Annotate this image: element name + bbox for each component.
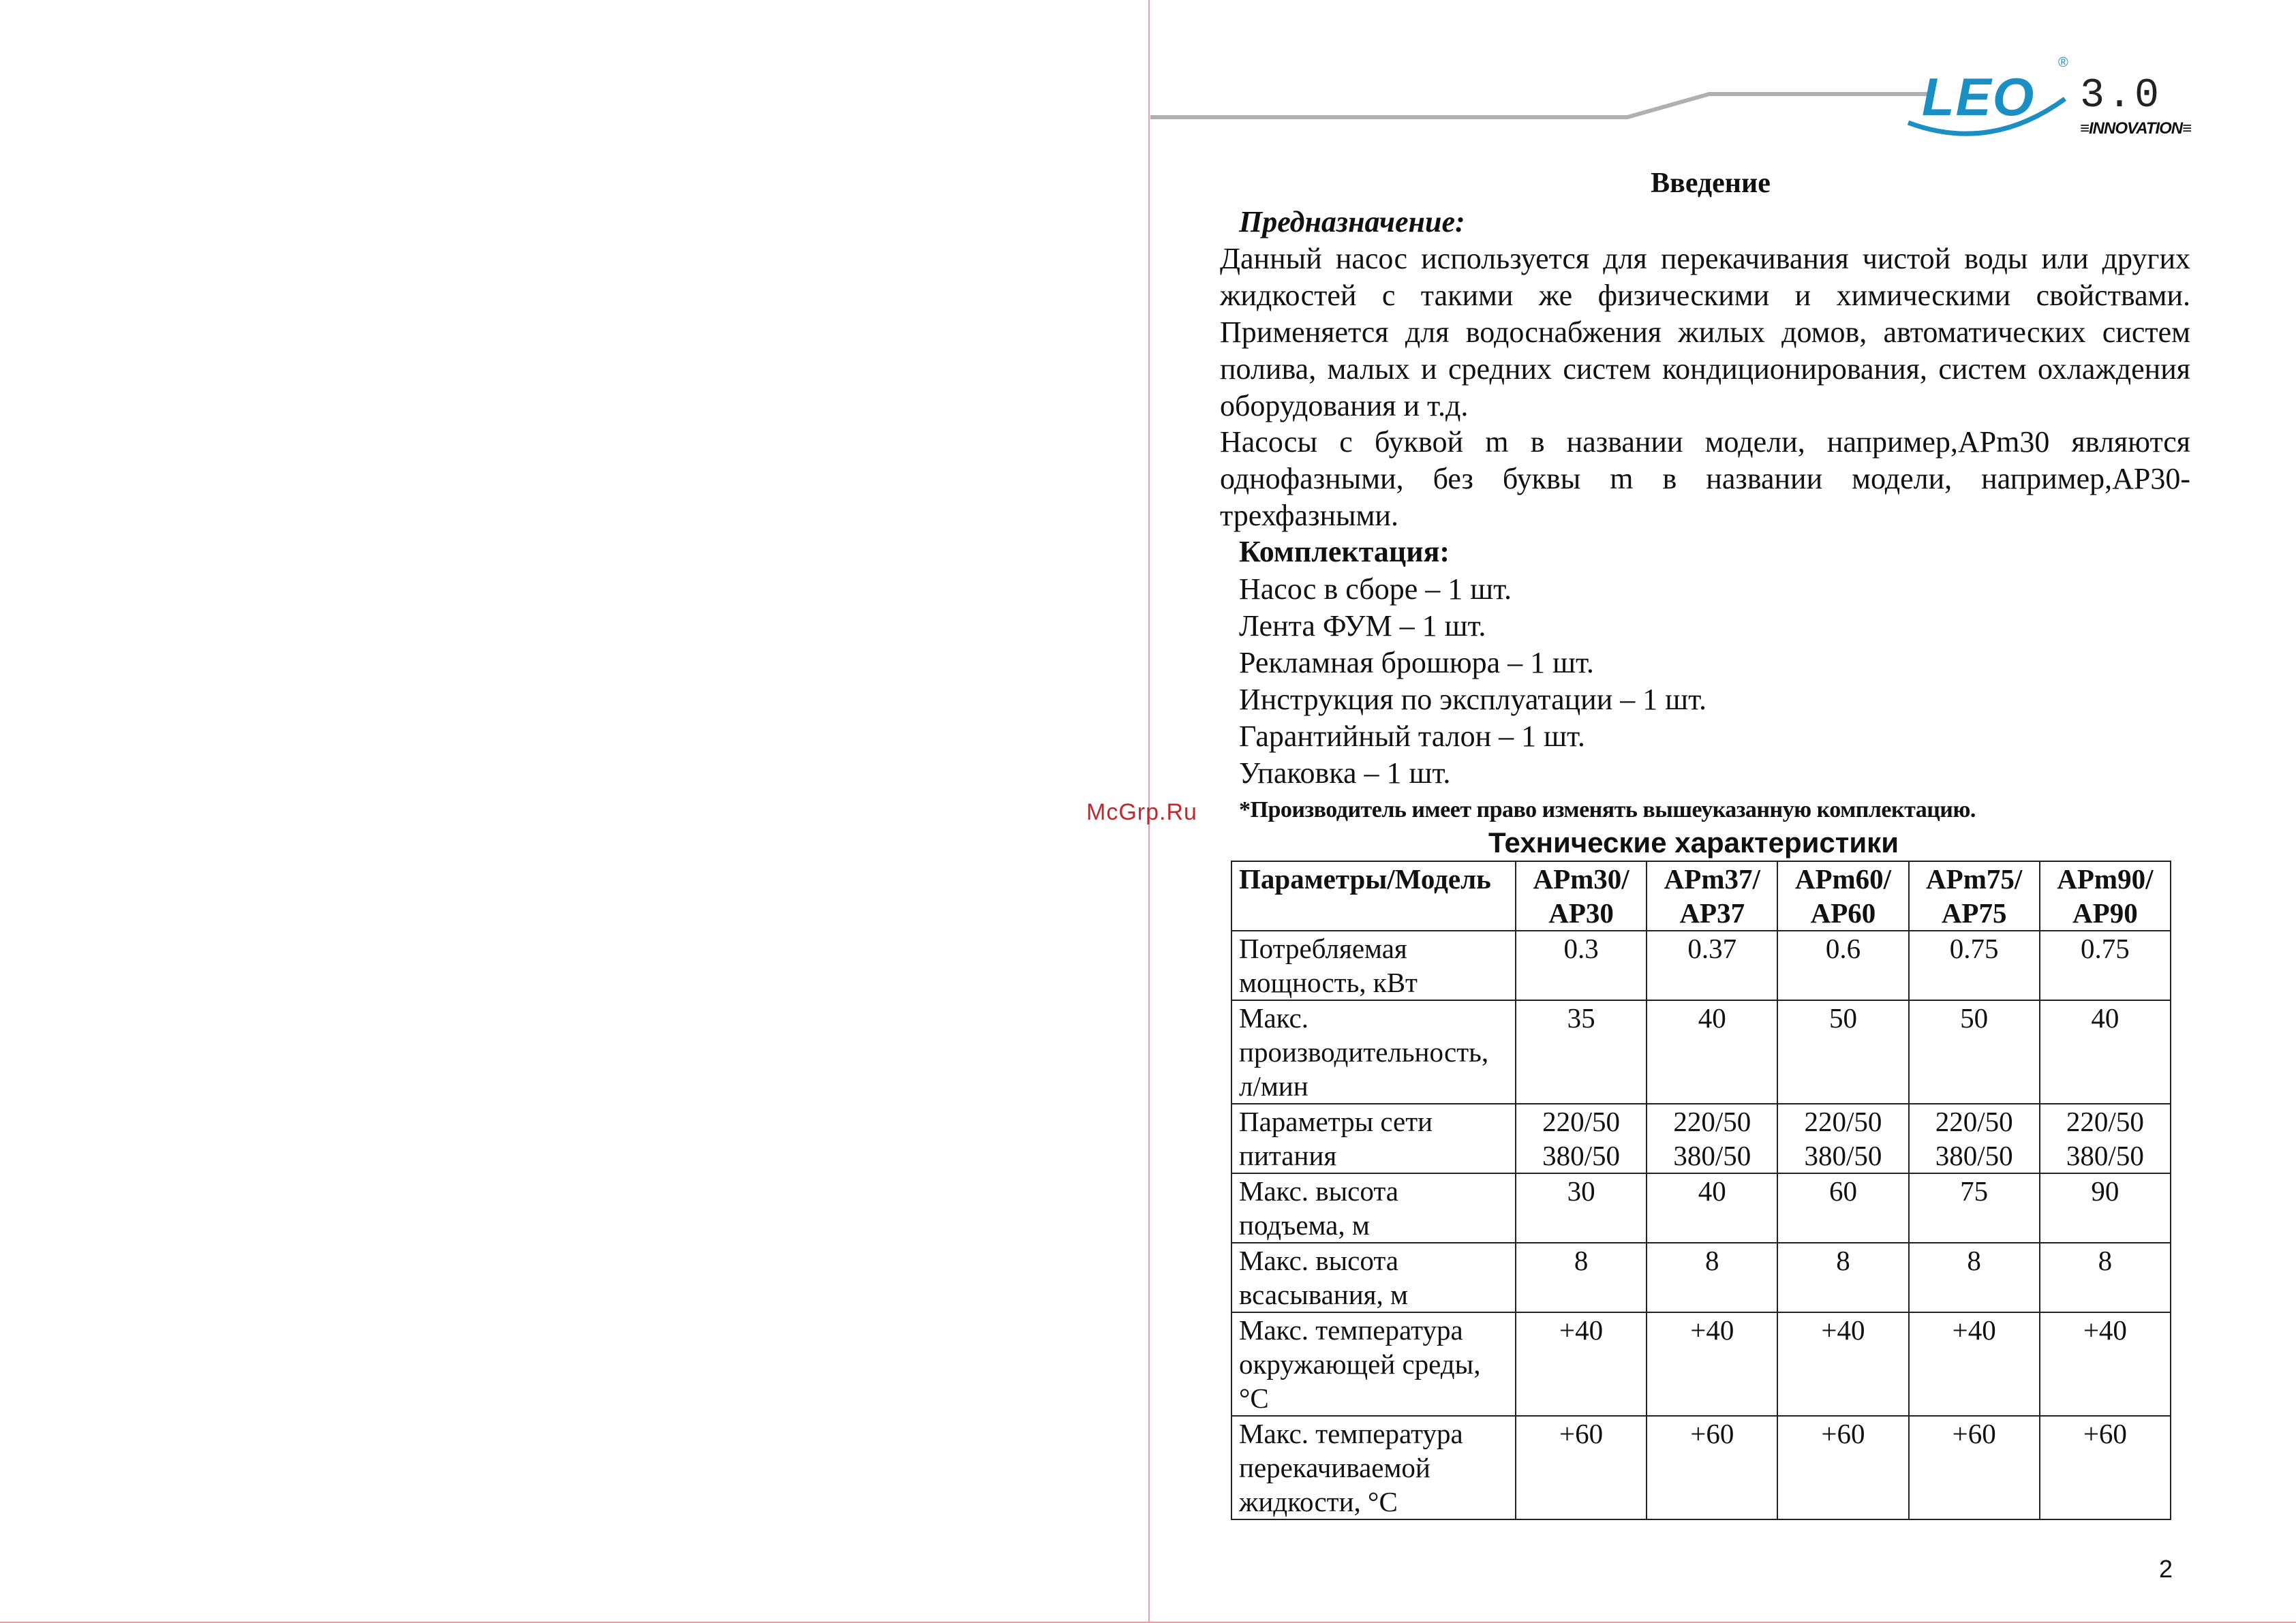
row-label: Параметры сети питания bbox=[1231, 1104, 1516, 1173]
list-item: Рекламная брошюра – 1 шт. bbox=[1239, 646, 1594, 679]
cell: 75 bbox=[1909, 1173, 2040, 1243]
cell: 8 bbox=[1647, 1243, 1777, 1312]
header-param: Параметры/Модель bbox=[1231, 861, 1516, 931]
cell: 220/50 380/50 bbox=[1516, 1104, 1647, 1173]
logo-text: LEO bbox=[1922, 67, 2036, 127]
model-paragraph: Насосы с буквой m в названии модели, например,APm30 являются однофазными, без буквы m в названии модели, например,AP30-трехфазными. bbox=[1220, 425, 2190, 532]
table-header-row bbox=[1231, 861, 2171, 931]
page-title: Введение bbox=[1651, 168, 1771, 199]
cell: 8 bbox=[1777, 1243, 1908, 1312]
list-item: Инструкция по эксплуатации – 1 шт. bbox=[1239, 683, 1707, 716]
cell: 0.37 bbox=[1647, 931, 1777, 1000]
watermark: McGrp.Ru bbox=[1086, 799, 1197, 825]
specs-table bbox=[1231, 861, 2171, 1520]
cell: 220/50 380/50 bbox=[2040, 1104, 2171, 1173]
cell: 8 bbox=[2040, 1243, 2171, 1312]
cell: 30 bbox=[1516, 1173, 1647, 1243]
list-item: Гарантийный талон – 1 шт. bbox=[1239, 720, 1585, 753]
cell: 40 bbox=[1647, 1000, 1777, 1104]
purpose-paragraph: Данный насос используется для перекачивания чистой воды или других жидкостей с такими же физическими и химическими свойствами. Применяется для водоснабжения жилых домов, автоматических систем полива, малых и средних систем кондиционирования, систем охлаждения оборудования и т.д. bbox=[1220, 242, 2190, 422]
row-label: Макс. температура перекачиваемой жидкости, °C bbox=[1231, 1416, 1516, 1519]
cell: +40 bbox=[1516, 1312, 1647, 1416]
list-item: Лента ФУМ – 1 шт. bbox=[1239, 609, 1486, 643]
cell: 35 bbox=[1516, 1000, 1647, 1104]
purpose-heading: Предназначение: bbox=[1239, 205, 1465, 238]
cell: 220/50 380/50 bbox=[1647, 1104, 1777, 1173]
row-label: Потребляемая мощность, кВт bbox=[1231, 931, 1516, 1000]
registered-mark: ® bbox=[2058, 55, 2068, 70]
table-row bbox=[1231, 1312, 2171, 1416]
header-model: APm37/ AP37 bbox=[1647, 861, 1777, 931]
cell: +60 bbox=[1516, 1416, 1647, 1519]
cell: 40 bbox=[2040, 1000, 2171, 1104]
cell: 50 bbox=[1777, 1000, 1908, 1104]
cell: 60 bbox=[1777, 1173, 1908, 1243]
list-item: Насос в сборе – 1 шт. bbox=[1239, 572, 1512, 606]
cell: +40 bbox=[1777, 1312, 1908, 1416]
leo-logo bbox=[1901, 51, 2194, 140]
header-model: APm75/ AP75 bbox=[1909, 861, 2040, 931]
cell: 90 bbox=[2040, 1173, 2171, 1243]
cell: 50 bbox=[1909, 1000, 2040, 1104]
cell: 220/50 380/50 bbox=[1909, 1104, 2040, 1173]
header-model: APm60/ AP60 bbox=[1777, 861, 1908, 931]
kit-list bbox=[1239, 571, 1706, 792]
table-row bbox=[1231, 1173, 2171, 1243]
list-item: Упаковка – 1 шт. bbox=[1239, 756, 1451, 790]
row-label: Макс. температура окружающей среды, °C bbox=[1231, 1312, 1516, 1416]
specs-title: Технические характеристики bbox=[1488, 826, 1899, 859]
cell: +40 bbox=[1647, 1312, 1777, 1416]
cell: 0.75 bbox=[1909, 931, 2040, 1000]
cell: 8 bbox=[1909, 1243, 2040, 1312]
logo-version: 3.0 bbox=[2080, 73, 2162, 119]
page-number: 2 bbox=[2159, 1555, 2173, 1583]
cell: +40 bbox=[2040, 1312, 2171, 1416]
table-row bbox=[1231, 1416, 2171, 1519]
cell: 0.75 bbox=[2040, 931, 2171, 1000]
table-row bbox=[1231, 1243, 2171, 1312]
table-row bbox=[1231, 931, 2171, 1000]
cell: 220/50 380/50 bbox=[1777, 1104, 1908, 1173]
row-label: Макс. производительность, л/мин bbox=[1231, 1000, 1516, 1104]
cell: 40 bbox=[1647, 1173, 1777, 1243]
cell: +60 bbox=[1647, 1416, 1777, 1519]
cell: 0.3 bbox=[1516, 931, 1647, 1000]
cell: 0.6 bbox=[1777, 931, 1908, 1000]
table-row bbox=[1231, 1104, 2171, 1173]
kit-note: *Производитель имеет право изменять вышеуказанную комплектацию. bbox=[1239, 797, 1976, 822]
header-model: APm90/ AP90 bbox=[2040, 861, 2171, 931]
cell: +60 bbox=[1777, 1416, 1908, 1519]
row-label: Макс. высота подъема, м bbox=[1231, 1173, 1516, 1243]
logo-tagline: ≡INNOVATION≡ bbox=[2080, 119, 2192, 138]
row-label: Макс. высота всасывания, м bbox=[1231, 1243, 1516, 1312]
cell: +40 bbox=[1909, 1312, 2040, 1416]
cell: +60 bbox=[1909, 1416, 2040, 1519]
kit-heading: Комплектация: bbox=[1239, 535, 1450, 568]
table-row bbox=[1231, 1000, 2171, 1104]
cell: +60 bbox=[2040, 1416, 2171, 1519]
cell: 8 bbox=[1516, 1243, 1647, 1312]
header-model: APm30/ AP30 bbox=[1516, 861, 1647, 931]
